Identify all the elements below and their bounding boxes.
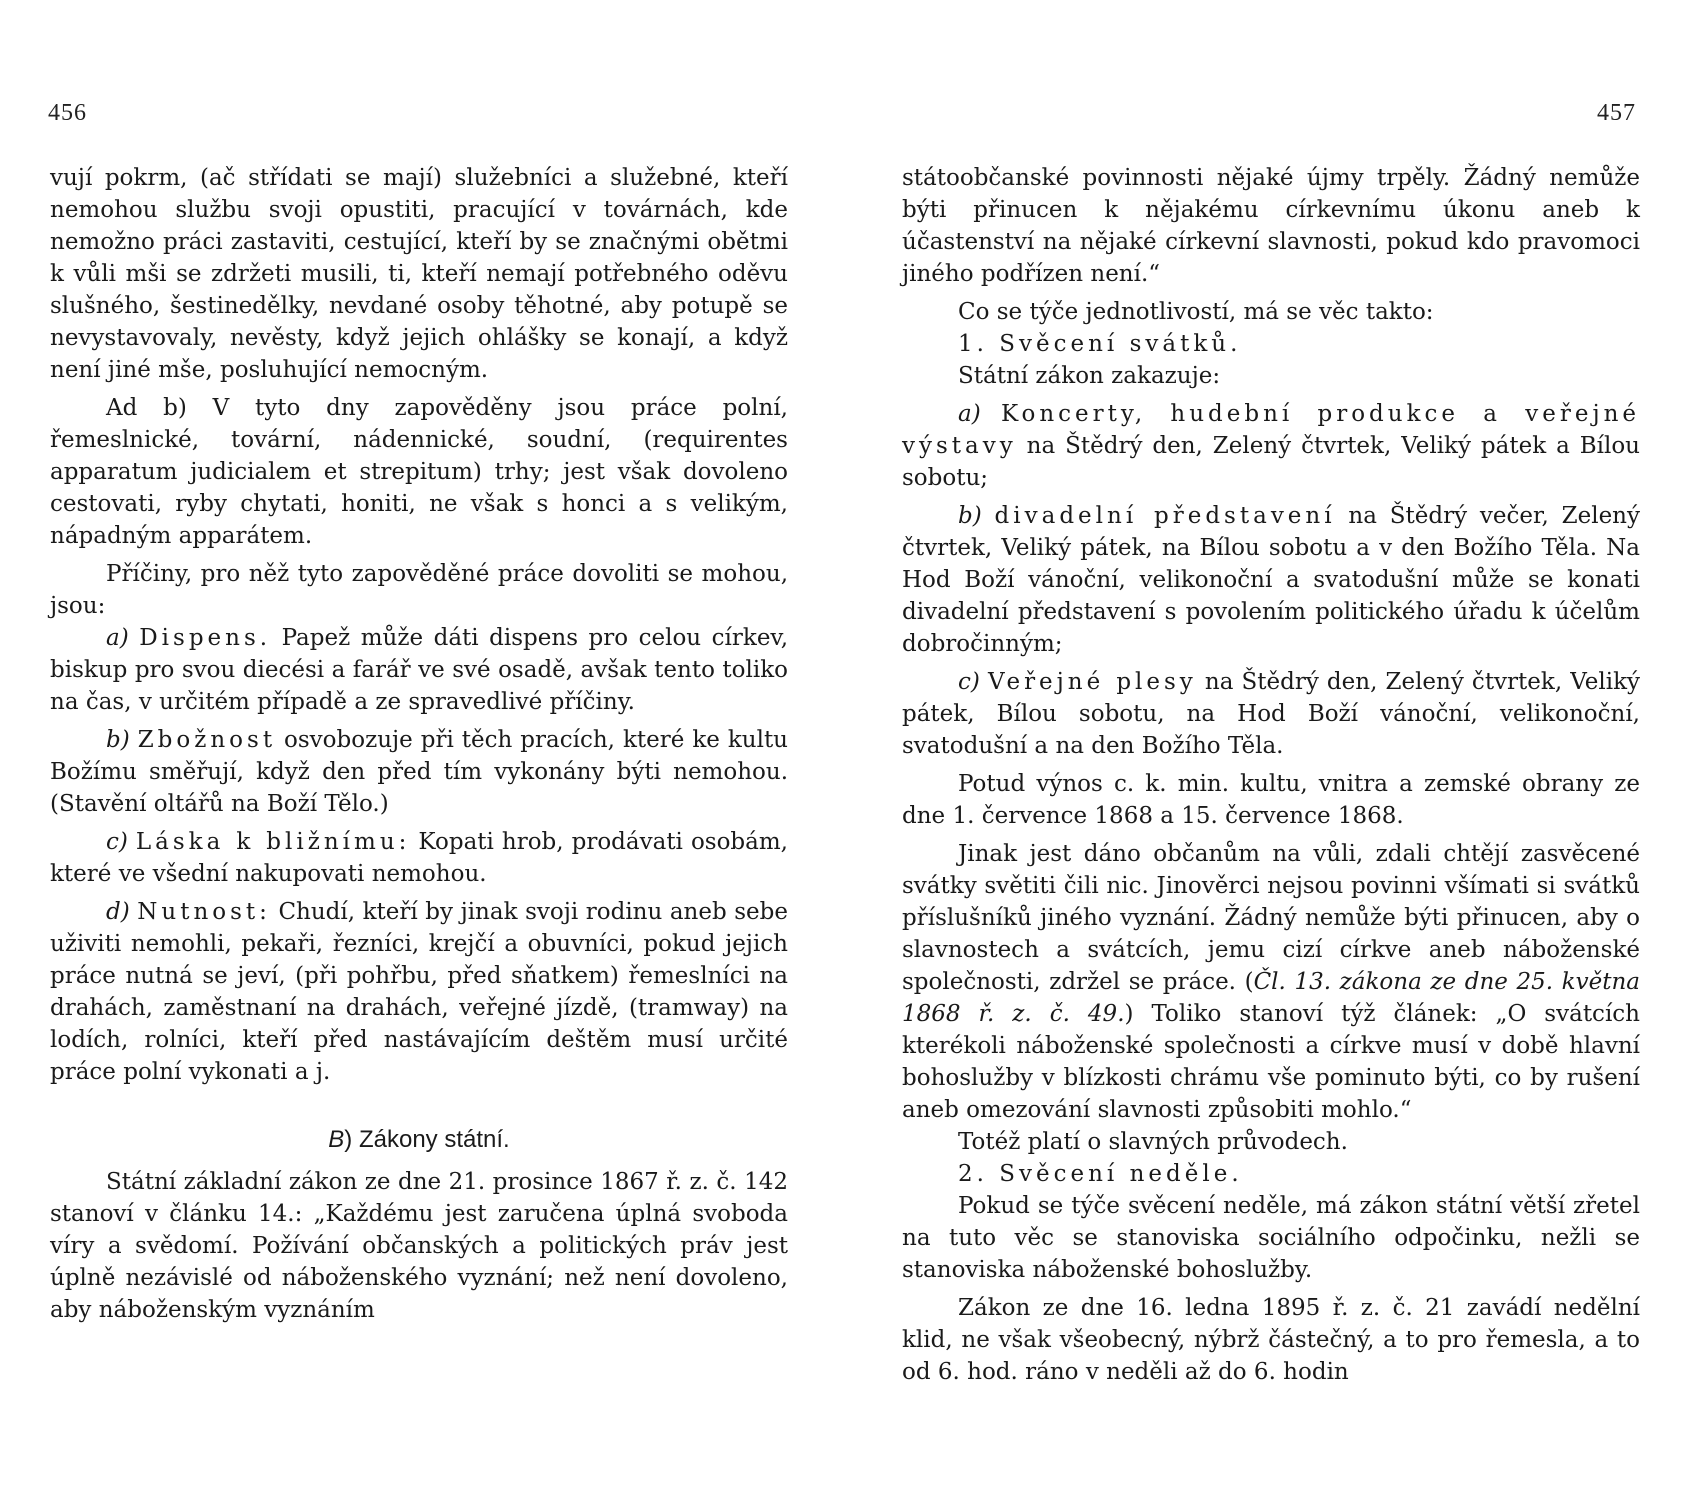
list-item	[902, 398, 1640, 494]
paragraph: Ad b) V tyto dny zapověděny jsou práce polní, řemeslnické, tovární, nádennické, soudní, (requirentes apparatum judicialem et strepitum) trhy; jest však dovoleno cestovati, ryby chytati, honiti, ne však s honci a s velikým, nápadným apparátem.	[50, 395, 788, 549]
subsection-heading: 1. Svěcení svátků.	[958, 331, 1242, 357]
item-text: na Štědrý večer, Zelený čtvrtek, Veliký pátek, na Bílou sobotu a v den Božího Těla. Na Hod Boží vánoční, velikonoční a svatodušní může se konati divadelní představení s povolením politického úřadu k účelům dobročinným;	[902, 503, 1640, 657]
paragraph: státoobčanské povinnosti nějaké újmy trpěly. Žádný nemůže býti přinucen k nějakému církevnímu úkonu aneb k účastenství na nějaké církevní slavnosti, pokud kdo pravomoci jiného podřízen není.“	[902, 165, 1640, 287]
paragraph: Totéž platí o slavných průvodech.	[958, 1129, 1348, 1155]
item-term: Veřejné plesy	[987, 669, 1197, 695]
left-text-block	[50, 162, 788, 1326]
paragraph	[902, 838, 1640, 1126]
paragraph: Zákon ze dne 16. ledna 1895 ř. z. č. 21 zavádí nedělní klid, ne však všeobecný, nýbrž částečný, a to pro řemesla, a to od 6. hod. ráno v neděli až do 6. hodin	[902, 1295, 1640, 1385]
item-text: Papež může dáti dispens pro celou církev, biskup pro svou diecési a farář ve své osadě, avšak tento toliko na čas, v určitém případě a ze spravedlivé příčiny.	[50, 625, 789, 715]
paragraph-text: ) Toliko stanoví týž článek: „O svátcích kterékoli náboženské společnosti a církve musí v době hlavní bohoslužby v blízkosti chrámu vše pominuto býti, co by rušení aneb omezování slavnosti způsobiti mohlo.“	[902, 1001, 1640, 1123]
item-term: Láska k bližnímu:	[135, 829, 411, 855]
paragraph: Potud výnos c. k. min. kultu, vnitra a zemské obrany ze dne 1. července 1868 a 15. července 1868.	[902, 771, 1640, 829]
list-item	[50, 896, 788, 1088]
item-text: Chudí, kteří by jinak svoji rodinu aneb sebe uživiti nemohli, pekaři, řezníci, krejčí a obuvníci, pokud jejich práce nutná se jeví, (při pohřbu, před sňatkem) řemeslníci na drahách, zaměstnaní na drahách, veřejné jízdě, (tramway) na lodích, rolníci, kteří před nastávajícím deštěm musí určité práce polní vykonati a j.	[50, 899, 789, 1085]
right-text-block	[902, 162, 1640, 1388]
item-term: Zbožnost	[137, 727, 277, 753]
item-letter: b)	[958, 503, 982, 529]
item-text: osvobozuje při těch pracích, které ke kultu Božímu směřují, když den před tím vykonány býti nemohou. (Stavění oltářů na Boží Tělo.)	[50, 727, 788, 817]
paragraph: vují pokrm, (ač střídati se mají) služebníci a služebné, kteří nemohou službu svoji opustiti, pracující v továrnách, kde nemožno práci zastaviti, cestující, kteří by se značnými obětmi k vůli mši se zdržeti musili, ti, kteří nemají potřebného oděvu slušného, šestinedělky, nevdané osoby těhotné, aby potupě se nevystavovaly, nevěsty, když jejich ohlášky se konají, a když není jiné mše, posluhující nemocným.	[50, 165, 788, 383]
item-letter: a)	[958, 401, 981, 427]
item-letter: d)	[106, 899, 130, 925]
item-term: Koncerty, hudební produkce a veřejné výstavy	[902, 401, 1640, 459]
paragraph: Příčiny, pro něž tyto zapověděné práce dovoliti se mohou, jsou:	[50, 561, 788, 619]
item-text: na Štědrý den, Zelený čtvrtek, Veliký pátek, Bílou sobotu, na Hod Boží vánoční, velikonoční, svatodušní a na den Božího Těla.	[902, 669, 1640, 759]
page-number: 457	[1597, 100, 1636, 126]
paragraph: Státní základní zákon ze dne 21. prosince 1867 ř. z. č. 142 stanoví v článku 14.: „Každému jest zaručena úplná svoboda víry a svědomí. Požívání občanských a politických práv jest úplně nezávislé od náboženského vyznání; než není dovoleno, aby náboženským vyznáním	[50, 1169, 788, 1323]
item-letter: b)	[106, 727, 130, 753]
section-heading	[50, 1124, 788, 1156]
item-letter: c)	[106, 829, 128, 855]
subsection-heading: 2. Svěcení neděle.	[958, 1161, 1243, 1187]
item-term: Nutnost:	[137, 899, 271, 925]
list-item	[50, 724, 788, 820]
paragraph: Státní zákon zakazuje:	[958, 363, 1221, 389]
item-text: Kopati hrob, prodávati osobám, které ve všední nakupovati nemohou.	[50, 829, 788, 887]
paragraph-text: Jinak jest dáno občanům na vůli, zdali chtějí zasvěcené svátky světiti čili nic. Jinověrci nejsou povinni všímati si svátků příslušníků jiného vyznání. Žádný nemůže býti přinucen, aby o slavnostech a svátcích, jemu cizí církve aneb náboženské společnosti, zdržel se práce. (	[902, 841, 1640, 995]
law-citation: Čl. 13. zákona ze dne 25. května 1868 ř. z. č. 49.	[902, 969, 1640, 1027]
right-page	[850, 0, 1700, 1500]
heading-text: ) Zákony státní.	[344, 1126, 510, 1153]
paragraph: Pokud se týče svěcení neděle, má zákon státní větší zřetel na tuto věc se stanoviska sociálního odpočinku, nežli se stanoviska náboženské bohoslužby.	[902, 1193, 1640, 1283]
heading-letter: B	[328, 1126, 345, 1153]
list-item	[902, 500, 1640, 660]
paragraph: Co se týče jednotlivostí, má se věc takto:	[958, 299, 1434, 325]
list-item	[50, 826, 788, 890]
item-letter: c)	[958, 669, 980, 695]
item-letter: a)	[106, 625, 129, 651]
page-number: 456	[48, 100, 87, 126]
item-term: divadelní představení	[994, 503, 1336, 529]
item-text: na Štědrý den, Zelený čtvrtek, Veliký pátek a Bílou sobotu;	[902, 433, 1640, 491]
list-item	[50, 622, 788, 718]
item-term: Dispens.	[139, 625, 272, 651]
list-item	[902, 666, 1640, 762]
